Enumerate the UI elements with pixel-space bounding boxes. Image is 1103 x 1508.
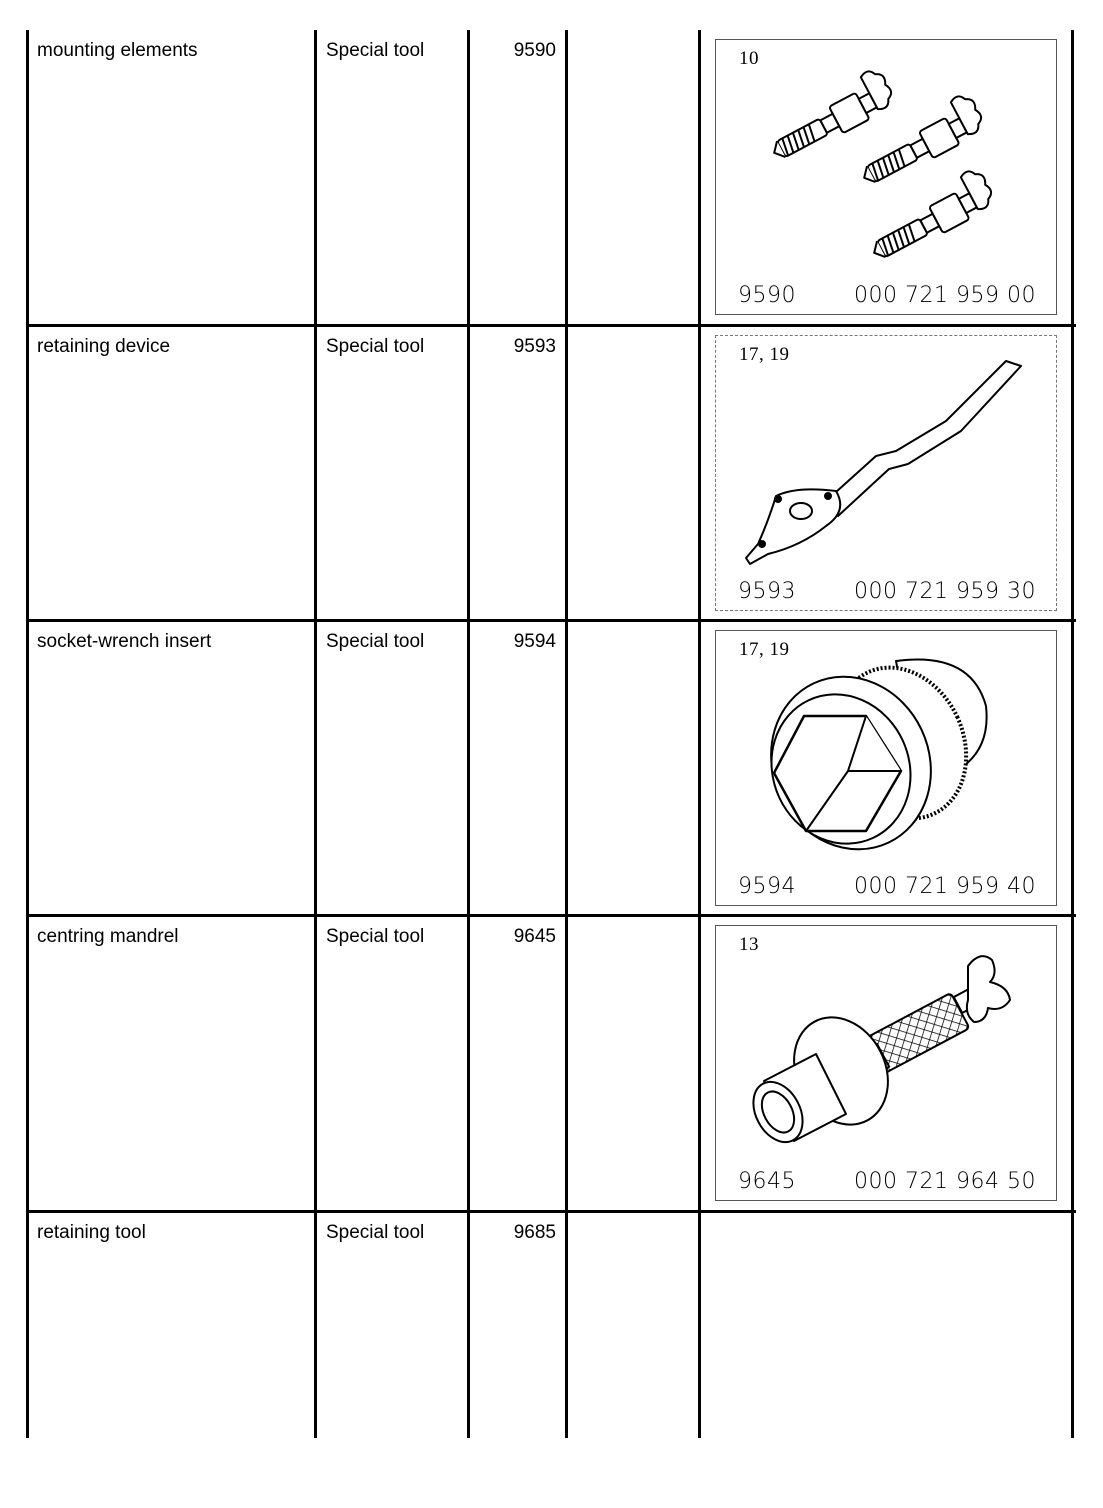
- figure-tool-number: 9590: [738, 283, 796, 308]
- table-row: [0, 621, 1103, 917]
- figure-part-number: 000 721 959 00: [854, 283, 1036, 308]
- figure-reference: 17, 19: [739, 344, 790, 365]
- tool-number: 9645: [513, 926, 556, 947]
- tool-description: centring mandrel: [37, 926, 179, 947]
- tool-figure: [715, 335, 1057, 611]
- centring-mandrel-icon: [716, 926, 1056, 1200]
- tool-type: Special tool: [326, 40, 425, 61]
- figure-reference: 17, 19: [739, 639, 790, 660]
- figure-part-number: 000 721 959 30: [854, 579, 1036, 604]
- tool-figure: [715, 39, 1057, 315]
- table-row: [0, 916, 1103, 1212]
- socket-insert-icon: [716, 631, 1056, 905]
- figure-tool-number: 9594: [738, 874, 796, 899]
- tool-description: socket-wrench insert: [37, 631, 212, 652]
- tool-number: 9593: [513, 336, 556, 357]
- tool-type: Special tool: [326, 631, 425, 652]
- tool-type: Special tool: [326, 336, 425, 357]
- table-row: [0, 326, 1103, 622]
- tool-number: 9594: [513, 631, 556, 652]
- tool-type: Special tool: [326, 926, 425, 947]
- tool-description: retaining device: [37, 336, 171, 357]
- figure-reference: 13: [739, 934, 759, 955]
- retaining-wrench-icon: [716, 336, 1056, 610]
- tool-description: mounting elements: [37, 40, 198, 61]
- figure-part-number: 000 721 964 50: [854, 1169, 1036, 1194]
- tool-figure: [715, 630, 1057, 906]
- tool-number: 9685: [513, 1222, 556, 1243]
- threaded-bolt-set-icon: [716, 40, 1056, 314]
- figure-reference: 10: [739, 48, 759, 69]
- tool-description: retaining tool: [37, 1222, 146, 1243]
- tool-number: 9590: [513, 40, 556, 61]
- figure-part-number: 000 721 959 40: [854, 874, 1036, 899]
- figure-tool-number: 9645: [738, 1169, 796, 1194]
- tool-type: Special tool: [326, 1222, 425, 1243]
- table-row: [0, 1212, 1103, 1508]
- table-row: [0, 30, 1103, 326]
- figure-tool-number: 9593: [738, 579, 796, 604]
- tool-figure: [715, 925, 1057, 1201]
